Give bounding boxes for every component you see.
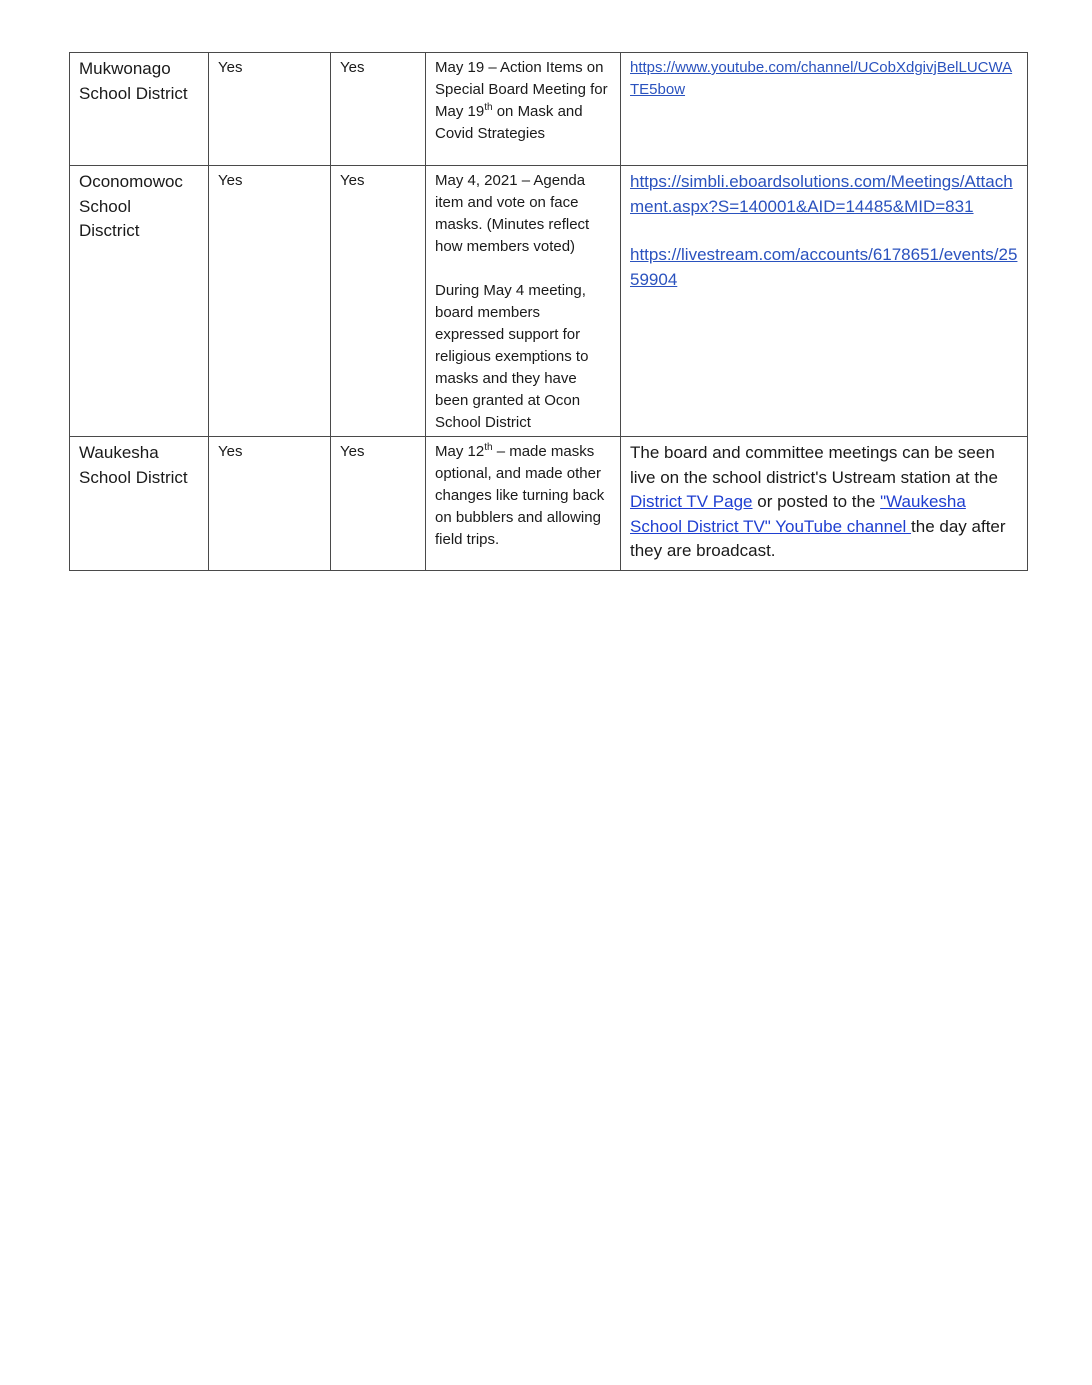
table-row bbox=[70, 53, 1028, 166]
youtube-channel-link[interactable]: "Waukesha School District TV" YouTube channel bbox=[630, 492, 966, 536]
link-cell bbox=[621, 53, 1028, 166]
district-tv-page-link[interactable]: District TV Page bbox=[630, 492, 753, 511]
yes-cell: Yes bbox=[209, 437, 331, 571]
district-name-cell: Mukwonago School District bbox=[70, 53, 209, 166]
eboard-attachment-link[interactable]: https://simbli.eboardsolutions.com/Meetings/Attachment.aspx?S=140001&AID=14485&MID=831 bbox=[630, 172, 1013, 216]
district-name-cell: Waukesha School District bbox=[70, 437, 209, 571]
district-name-cell: Oconomowoc School Disctrict bbox=[70, 166, 209, 437]
yes-cell: Yes bbox=[331, 53, 426, 166]
meeting-note-cell: May 4, 2021 – Agenda item and vote on face masks. (Minutes reflect how members voted) During May 4 meeting, board members expressed support for religious exemptions to masks and they have been granted at Ocon School District bbox=[426, 166, 621, 437]
livestream-link[interactable]: https://livestream.com/accounts/6178651/events/2559904 bbox=[630, 245, 1018, 289]
table-row bbox=[70, 166, 1028, 437]
yes-cell: Yes bbox=[331, 166, 426, 437]
table-row bbox=[70, 437, 1028, 571]
youtube-channel-link[interactable]: https://www.youtube.com/channel/UCobXdgivjBelLUCWATE5bow bbox=[630, 59, 1013, 98]
school-district-table bbox=[69, 52, 1028, 571]
link-cell bbox=[621, 166, 1028, 437]
yes-cell: Yes bbox=[209, 53, 331, 166]
yes-cell: Yes bbox=[209, 166, 331, 437]
meeting-note-cell: May 12th – made masks optional, and made other changes like turning back on bubblers and allowing field trips. bbox=[426, 437, 621, 571]
meeting-note-cell: May 19 – Action Items on Special Board Meeting for May 19th on Mask and Covid Strategies bbox=[426, 53, 621, 166]
broadcast-info-cell: The board and committee meetings can be seen live on the school district's Ustream station at the District TV Page or posted to the "Waukesha School District TV" YouTube channel the day after they are broadcast. bbox=[621, 437, 1028, 571]
yes-cell: Yes bbox=[331, 437, 426, 571]
